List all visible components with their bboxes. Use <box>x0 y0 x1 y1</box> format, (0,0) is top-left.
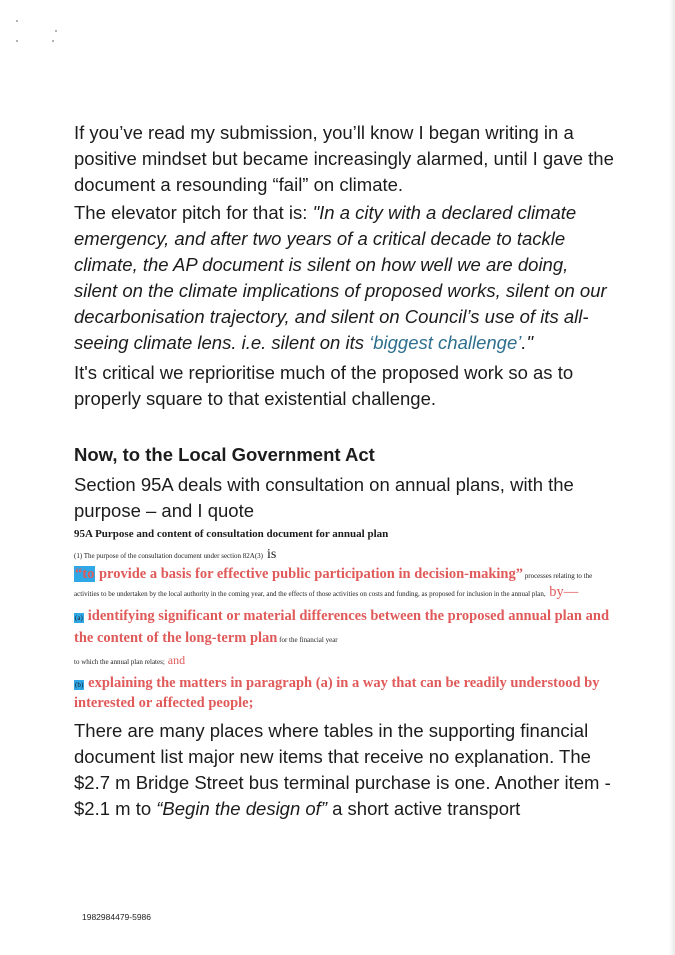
paragraph-reprioritise: It's critical we reprioritise much of the proposed work so as to properly square to that existential challenge. <box>74 362 574 409</box>
paragraph-section-95a: Section 95A deals with consultation on annual plans, with the purpose – and I quote <box>74 474 574 521</box>
closing-italic: “Begin the design of” <box>156 798 327 819</box>
to-highlight: “to <box>75 566 95 582</box>
legal-purpose <box>74 566 614 602</box>
legal-sub1-text: (1) The purpose of the consultation document under section 82A(3) <box>74 552 264 560</box>
para-b-label: (b) <box>75 681 84 689</box>
biggest-challenge-quote: ‘biggest challenge’ <box>369 332 522 353</box>
legal-subsection-1 <box>74 546 614 564</box>
legal-paragraph-a-cont <box>74 652 614 670</box>
scan-speck <box>55 30 57 32</box>
para-b-text: explaining the matters in paragraph (a) in a way that can be readily understood by interested or affected people; <box>74 675 600 711</box>
elevator-quote: "In a city with a declared climate emergency, and after two years of a critical decade to tackle climate, the AP document is silent on how well we are doing, silent on the climate implications of proposed works, silent on our decarbonisation trajectory, and silent on Council’s use of its all-seeing climate lens. i.e. silent on its <box>74 202 607 353</box>
legal-section-title: 95A Purpose and content of consultation document for annual plan <box>74 528 389 540</box>
page-edge <box>669 0 675 955</box>
by-text: by— <box>545 584 579 600</box>
closing-text-1: There are many places where tables in the supporting financial document list major new items that receive no explanation. The $2.7 m Bridge Street bus terminal purchase is one. Another item - $2.1 m to <box>74 720 611 819</box>
elevator-quote-end: ." <box>521 332 534 353</box>
para-a-tail1: for the financial year <box>277 636 338 644</box>
paragraph-elevator-pitch <box>74 200 614 356</box>
paragraph-closing <box>74 718 614 822</box>
scan-speck <box>16 40 18 42</box>
elevator-intro: The elevator pitch for that is: <box>74 202 313 223</box>
paragraph-submission: If you’ve read my submission, you’ll know I began writing in a positive mindset but became increasingly alarmed, until I gave the document a resounding “fail” on climate. <box>74 122 614 195</box>
processes-text: processes relating to the activities to be undertaken by the local authority in the coming year, and the effects of those activities on costs and funding, as proposed for inclusion in the annual plan, <box>74 572 593 598</box>
scan-speck <box>52 40 54 42</box>
para-a-tail2: to which the annual plan relates; <box>74 658 165 666</box>
legal-paragraph-b <box>74 674 614 712</box>
provide-basis-text: provide a basis for effective public participation in decision-making” <box>95 566 523 582</box>
legal-is: is <box>267 547 277 562</box>
document-body <box>74 120 614 822</box>
document-id: 1982984479-5986 <box>82 912 152 922</box>
and-text: and <box>164 653 186 667</box>
scan-speck <box>16 20 18 22</box>
section-heading: Now, to the Local Government Act <box>74 444 375 465</box>
legal-paragraph-a <box>74 606 614 650</box>
para-a-text: identifying significant or material differences between the proposed annual plan and the content of the long-term plan <box>74 608 610 646</box>
closing-text-2: a short active transport <box>326 798 521 819</box>
para-a-label: (a) <box>75 614 83 622</box>
